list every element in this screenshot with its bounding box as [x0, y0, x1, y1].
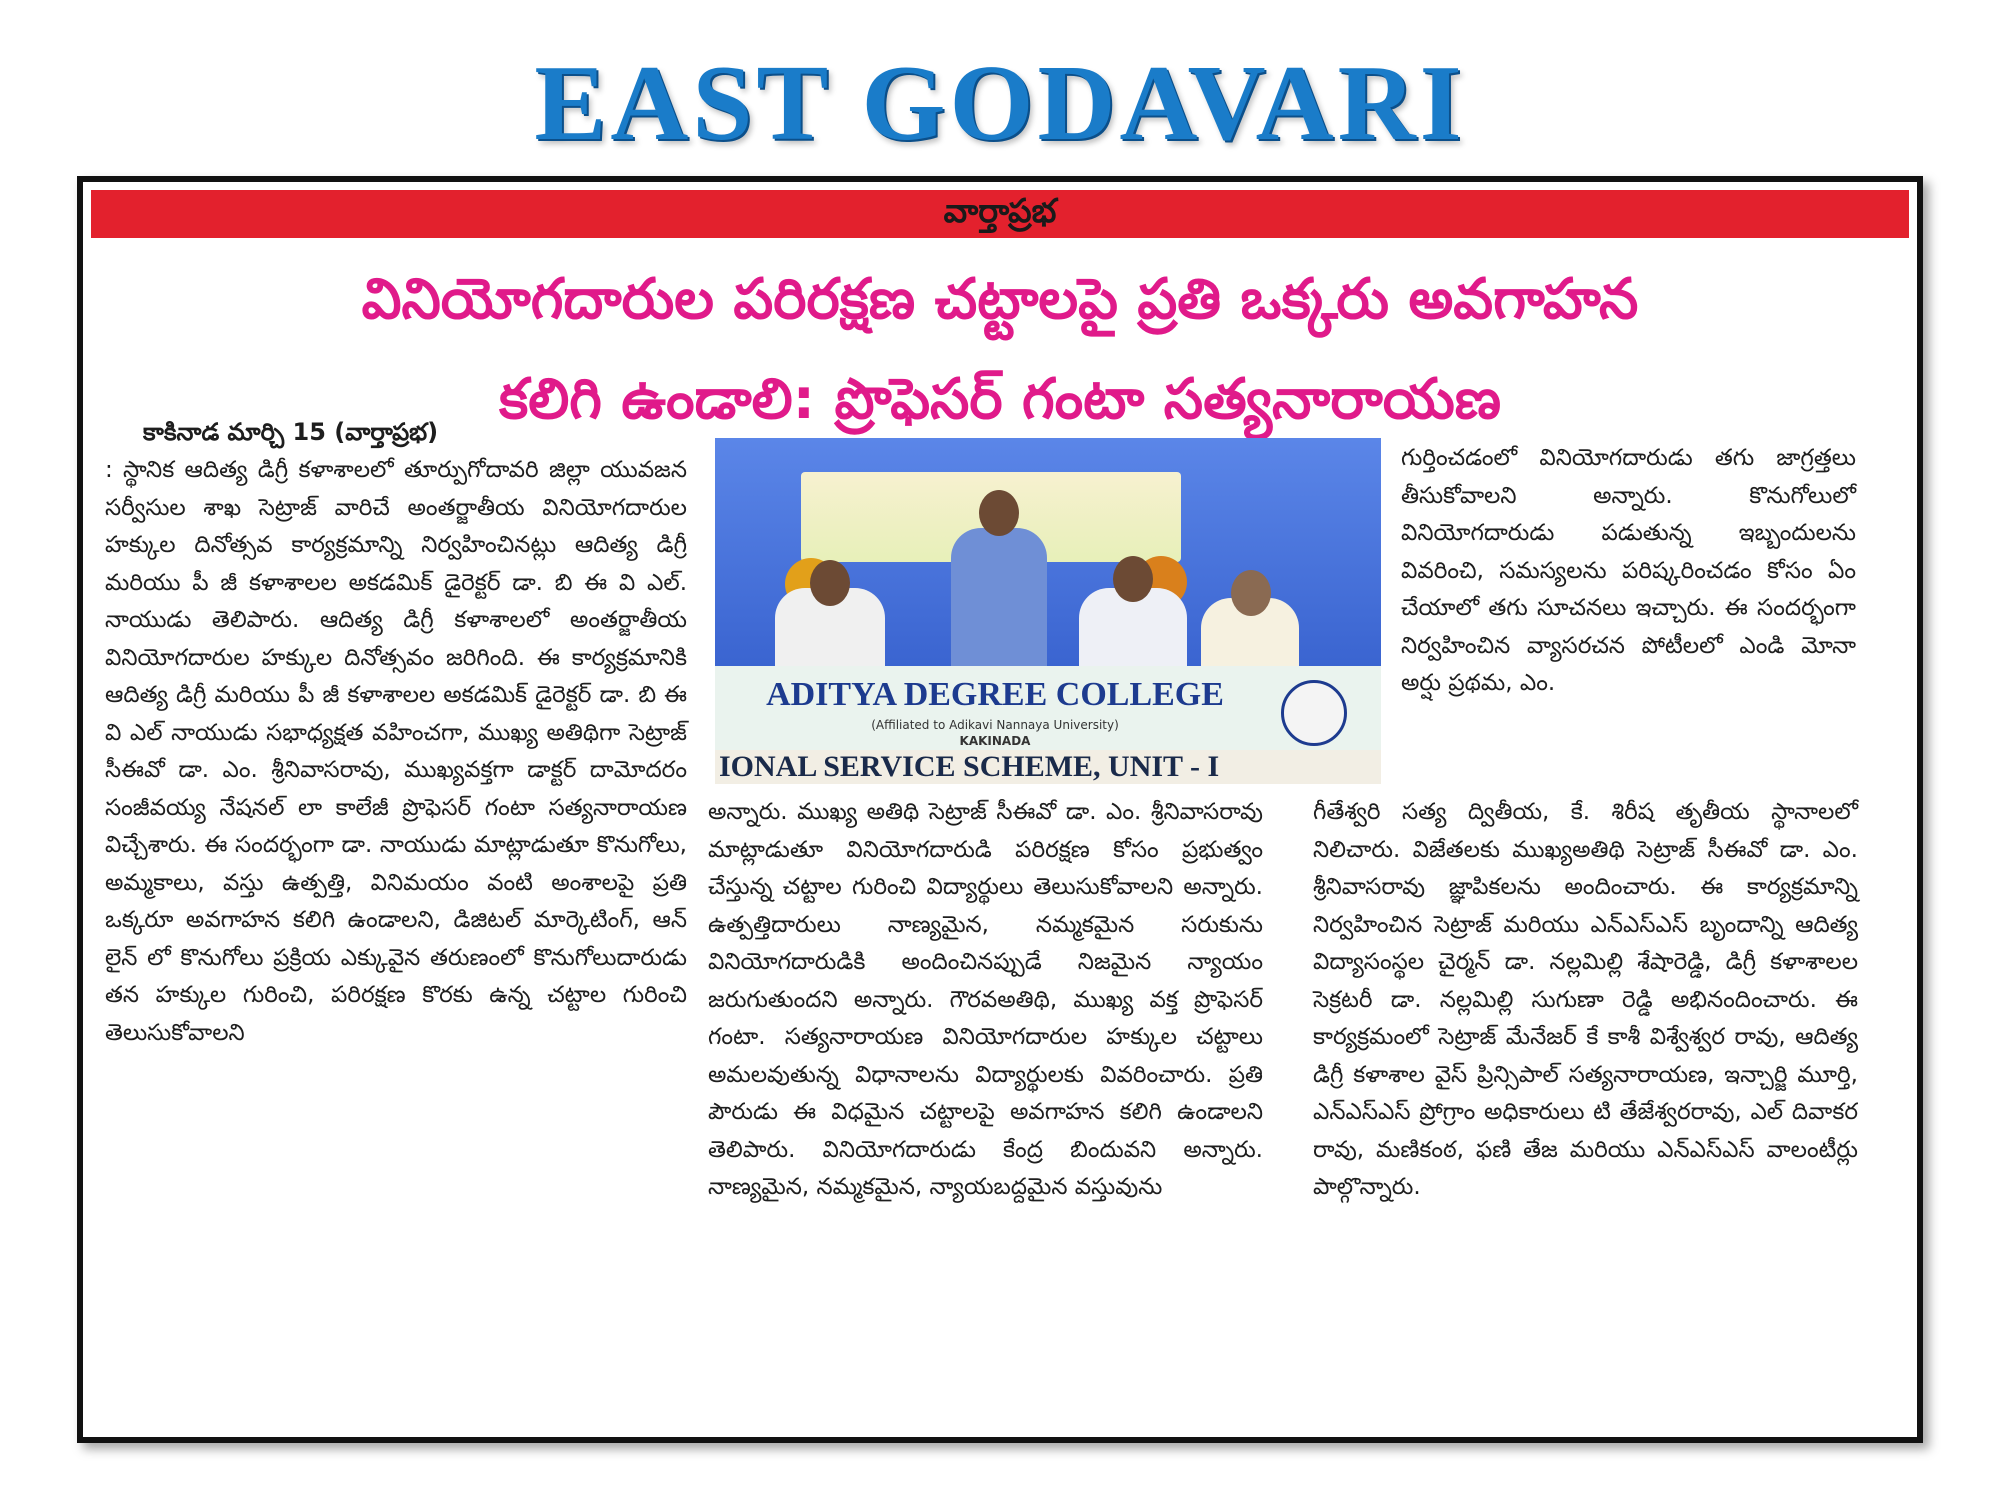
- person-head: [1113, 556, 1153, 602]
- banner-city: KAKINADA: [959, 734, 1031, 748]
- article-column-2: [708, 794, 1263, 1434]
- person-head: [1231, 570, 1271, 616]
- banner-scheme-text: IONAL SERVICE SCHEME, UNIT - I: [715, 750, 1381, 784]
- event-photo: [715, 438, 1381, 784]
- column-1-text: : స్థానిక ఆదిత్య డిగ్రీ కళాశాలలో తూర్పుగోదావరి జిల్లా యువజన సర్వీసుల శాఖ సెట్రాజ్ వారిచే అంతర్జాతీయ వినియోగదారుల హక్కుల దినోత్సవ కార్యక్రమాన్ని నిర్వహించినట్లు ఆదిత్య డిగ్రీ మరియు పీ జీ కళాశాలల అకడమిక్ డైరెక్టర్ డా. బి ఈ వి ఎల్. నాయుడు తెలిపారు. ఆదిత్య డిగ్రీ కళాశాలలో అంతర్జాతీయ వినియోగదారుల హక్కుల దినోత్సవం జరిగింది. ఈ కార్యక్రమానికి ఆదిత్య డిగ్రీ మరియు పీ జీ కళాశాలల అకడమిక్ డైరెక్టర్ డా. బి ఈ వి ఎల్ నాయుడు సభాధ్యక్షత వహించగా, ముఖ్య అతిథిగా సెట్రాజ్ సీఈవో డా. ఎం. శ్రీనివాసరావు, ముఖ్యవక్తగా డాక్టర్ దామోదరం సంజీవయ్య నేషనల్ లా కాలేజీ ప్రొఫెసర్ గంటా సత్యనారాయణ విచ్చేశారు. ఈ సందర్భంగా డా. నాయుడు మాట్లాడుతూ కొనుగోలు, అమ్మకాలు, వస్తు ఉత్పత్తి, వినిమయం వంటి అంశాలపై ప్రతి ఒక్కరూ అవగాహన కలిగి ఉండాలని, డిజిటల్ మార్కెటింగ్, ఆన్ లైన్ లో కొనుగోలు ప్రక్రియ ఎక్కువైన తరుణంలో కొనుగోలుదారుడు తన హక్కుల గురించి, పరిరక్షణ కొరకు ఉన్న చట్టాల గురించి తెలుసుకోవాలని: [105, 457, 687, 1046]
- photo-stage-backdrop: [715, 438, 1381, 668]
- column-3-text: గీతేశ్వరి సత్య ద్వితీయ, కే. శిరీష తృతీయ స్థానాలలో నిలిచారు. విజేతలకు ముఖ్యఅతిథి సెట్రాజ్ సీఈవో డా. ఎం. శ్రీనివాసరావు జ్ఞాపికలను అందించారు. ఈ కార్యక్రమాన్ని నిర్వహించిన సెట్రాజ్ మరియు ఎన్ఎస్ఎస్ బృందాన్ని ఆదిత్య విద్యాసంస్థల చైర్మన్ డా. నల్లమిల్లి శేషారెడ్డి, డిగ్రీ కళాశాలల సెక్రటరీ డా. నల్లమిల్లి సుగుణా రెడ్డి అభినందించారు. ఈ కార్యక్రమంలో సెట్రాజ్ మేనేజర్ కే కాశీ విశ్వేశ్వర రావు, ఆదిత్య డిగ్రీ కళాశాల వైస్ ప్రిన్సిపాల్ సత్యనారాయణ, ఇన్చార్జి మూర్తి, ఎన్ఎస్ఎస్ ప్రోగ్రాం అధికారులు టి తేజేశ్వరరావు, ఎల్ దివాకర రావు, మణికంఠ, ఫణి తేజ మరియు ఎన్ఎస్ఎస్ వాలంటీర్లు పాల్గొన్నారు.: [1313, 799, 1858, 1200]
- article-dateline: కాకినాడ మార్చి 15 (వార్తాప్రభ): [143, 418, 439, 446]
- banner-affiliation: (Affiliated to Adikavi Nannaya University): [871, 718, 1119, 732]
- region-title: EAST GODAVARI: [534, 44, 1466, 163]
- speaker-head: [979, 490, 1019, 536]
- headline-line-1: వినియోగదారుల పరిరక్షణ చట్టాలపై ప్రతి ఒక్కరు అవగాహన: [361, 267, 1639, 332]
- college-emblem-icon: [1281, 680, 1347, 746]
- banner-college-name: ADITYA DEGREE COLLEGE: [766, 676, 1224, 713]
- college-banner: [715, 666, 1381, 784]
- column-3-top-text: గుర్తించడంలో వినియోగదారుడు తగు జాగ్రత్తలు తీసుకోవాలని అన్నారు. కొనుగోలులో వినియోగదారుడు పడుతున్న ఇబ్బందులను వివరించి, సమస్యలను పరిష్కరించడం కోసం ఏం చేయాలో తగు సూచనలు ఇచ్చారు. ఈ సందర్భంగా నిర్వహించిన వ్యాసరచన పోటీలలో ఎండి మోనా అర్షు ప్రథమ, ఎం.: [1401, 445, 1856, 696]
- article-column-3-top: [1401, 440, 1856, 794]
- person-head: [810, 560, 850, 606]
- newspaper-name: వార్తాప్రభ: [943, 190, 1057, 230]
- article-body: [83, 182, 1917, 1437]
- newspaper-clipping: [77, 176, 1923, 1443]
- speaker-person: [951, 528, 1047, 678]
- article-column-1: [105, 452, 687, 1432]
- article-column-3: [1313, 794, 1858, 1434]
- column-2-text: అన్నారు. ముఖ్య అతిథి సెట్రాజ్ సీఈవో డా. ఎం. శ్రీనివాసరావు మాట్లాడుతూ వినియోగదారుడి పరిరక్షణ కోసం ప్రభుత్వం చేస్తున్న చట్టాల గురించి విద్యార్థులు తెలుసుకోవాలని అన్నారు. ఉత్పత్తిదారులు నాణ్యమైన, నమ్మకమైన సరుకును వినియోగదారుడికి అందించినప్పుడే నిజమైన న్యాయం జరుగుతుందని అన్నారు. గౌరవఅతిథి, ముఖ్య వక్త ప్రొఫెసర్ గంటా. సత్యనారాయణ వినియోగదారుల హక్కుల చట్టాలు అమలవుతున్న విధానాలను విద్యార్థులకు వివరించారు. ప్రతి పౌరుడు ఈ విధమైన చట్టాలపై అవగాహన కలిగి ఉండాలని తెలిపారు. వినియోగదారుడు కేంద్ర బిందువని అన్నారు. నాణ్యమైన, నమ్మకమైన, న్యాయబద్దమైన వస్తువును: [708, 799, 1263, 1200]
- headline-line-2: కలిగి ఉండాలి: ప్రొఫెసర్ గంటా సత్యనారాయణ: [499, 367, 1501, 432]
